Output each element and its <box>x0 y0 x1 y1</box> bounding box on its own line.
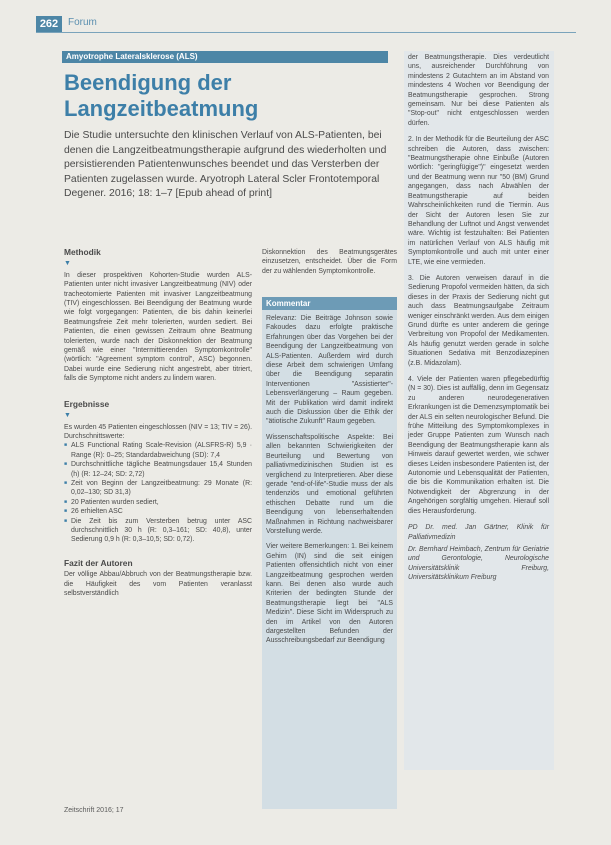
arrow-down-icon: ▼ <box>64 412 71 420</box>
article-title: Beendigung der Langzeitbeatmung <box>64 70 259 121</box>
list-item: ■ 26 erhielten ASC <box>64 507 252 516</box>
column-middle-top <box>262 248 397 276</box>
article-abstract: Die Studie untersuchte den klinischen Verlauf von ALS-Patienten, bei denen die Langzeitbeatmungstherapie aufgrund des wiederholten und persistierenden Patientenwunsches beendet und das Versterben der Patienten zugelassen wurde. Aryotroph Lateral Scler Frontotemporal Degener. 2016; 18: 1–7 [Epub ahead of print] <box>64 130 387 200</box>
comment-paragraph: 3. Die Autoren verweisen darauf in die Sedierung Propofol vermeiden hätten, da sich dieses in der Praxis der Sedierung nicht gut auch dass Beatmungsaufgabe Zeitraum weniger einschränkt werden. Aus dem einigen Grund dürfte es unter anderem die geringe Verbreitung von Propofol der Medikamenten. Als häufig genutzt werden gerade in solche Situationen Sedativa mit Benzodiazepinen (z.B. Midazolam). <box>408 274 549 367</box>
middle-continuation-text: Diskonnektion des Beatmungsgerätes einzusetzen, entscheidet. Über die Form der zu wählenden Symptomkontrolle. <box>262 249 397 275</box>
comment-paragraph: der Beatmungstherapie. Dies verdeutlicht uns, ausreichender Durchführung von mindestens 2 Gutachtern an im Abstand von mindestens 4 Wochen vor Beendigung der Beatmungstherapie gesprochen. Strong gemeinsam. Nur bei diese Patienten als "Stop-out" nicht entgeschlossen werden dürfen. <box>408 54 549 127</box>
fazit-heading: Fazit der Autoren <box>64 557 133 568</box>
list-item: ■ Durchschnittliche tägliche Beatmungsdauer 15,4 Stunden (h) (R: 12–24; SD: 2,72) <box>64 460 252 479</box>
author-affiliation: Dr. Bernhard Heimbach, Zentrum für Geriatrie und Gerontologie, Neurologische Universitätsklinik Freiburg, Universitätsklinikum Freiburg <box>408 545 549 582</box>
comment-paragraph: 2. In der Methodik für die Beurteilung der ASC schreiben die Autoren, dass zwischen: "Beatmungstherapie ohne Einbuße (Autoren wörtlich: "geringfügige")" eingesetzt werden und der Beatmung wenn nur "50 (BM) Grund angegangen, dass nach Abwählen der Beatmungstherapie auf beiden Wahrscheinlichkeiten rund die Tiermin. Aus der Sicht der Autoren lesen Sie zur Behandlung der Luftnot und Angst verwendet wäre. Wichtig ist festzuhalten: Bei Patienten im natürlichen Verlauf von ALS häufig mit Symptomkontrolle und auch mit unter einer LTE, wie eine vermieden. <box>408 136 549 266</box>
author-affiliation: PD Dr. med. Jan Gärtner, Klinik für Palliativmedizin <box>408 524 549 541</box>
topic-rubric: Amyotrophe Lateralsklerose (ALS) <box>62 51 388 63</box>
list-item: ■ ALS Functional Rating Scale-Revision (ALSFRS-R) 5,9 · Range (R): 0–25; Standardabweichung (SD): 7,4 <box>64 441 252 460</box>
ergebnisse-list <box>64 441 252 544</box>
list-item: ■ 20 Patienten wurden sediert, <box>64 498 252 507</box>
kommentar-paragraph: Wissenschaftspolitische Aspekte: Bei allen bekannten Schwierigkeiten der Beurteilung und Bewertung von palliativmedizinischen Studien ist es verglichend zu Interpretieren. Aber diese gerade "end-of-life"-Studie muss der als tendenziös und emotional geführten ethischen Debatte rund um die Beendigung von lebenserhaltenden Maßnahmen in Richtung nachweisbarer Vorstellung werde. <box>266 433 393 535</box>
comment-paragraph: 4. Viele der Patienten waren pflegebedürftig (N = 30). Dies ist auffällig, denn im Gegensatz zu anderen neurodegenerativen Erkrankungen ist die Demenzsymptomatik bei der ALS ein selten neurologischer Befund. Die frühe Mitteilung des Symptomkomplexes in jeder Gruppe Patienten zum Wunsch nach Beendigung der Beatmungstherapie kann als Hinweis darauf gewertet werden, wie schwer dieses Leiden insbesondere Patienten ist, der Autonomie und Lebensqualität der Patienten, die bis die Kommunikation erhalten ist. Die Notwendigkeit der Abgrenzung in der Angehörigen sorgfältig umgehen. Hierauf soll dies Herausforderung. <box>408 376 549 515</box>
ergebnisse-heading: Ergebnisse <box>64 398 110 409</box>
kommentar-body <box>266 314 393 652</box>
list-item: ■ Zeit von Beginn der Langzeitbeatmung: 29 Monate (R: 0,02–130; SD 31,3) <box>64 479 252 498</box>
header-divider <box>36 32 576 33</box>
column-left <box>64 248 252 598</box>
fazit-text: Der völlige Abbau/Abbruch von der Beatmungstherapie bzw. die Häufigkeit des vom Patienten veranlasst selbstverständlich <box>64 571 252 597</box>
page-footer: Zeitschrift 2016; 17 <box>64 807 124 814</box>
kommentar-paragraph: Relevanz: Die Beiträge Johnson sowie Fakoudes dazu erfolgte praktische Erfahrungen über das Vorgehen bei der Beendigung der Langzeitbeatmung von ALS-Patienten. Außerdem wird durch diese Arbeit dem schwierigen Umfang über die Beendigung separatin Interventionen "Assistierter"-Lebensverlängerung – Raum gegeben. Mit der Publikation wird damit indirekt auch die Diskussion über die Ethik der "ätiotische Zukunft" Raum gegeben. <box>266 315 393 426</box>
ergebnisse-intro: Es wurden 45 Patienten eingeschlossen (NIV = 13; TIV = 26). Durchschnittswerte: <box>64 423 252 440</box>
kommentar-paragraph: Vier weitere Bemerkungen: 1. Bei keinem Gehirn (IN) sind die seit einigen Patienten offensichtlich nicht von einer Langzeitbeatmung gesprochen werden kann. Bei denen also wurde auch Kriterien der bedingten Stunde der Beatmungstherapie liegt bei "ALS Medizin". Diese Sicht im Widerspruch zu den im Artikel von den Autoren dargestellten Befunden der Ausschreibungsbedarf zur Beendigung <box>266 543 393 645</box>
methodik-text: In dieser prospektiven Kohorten-Studie wurden ALS-Patienten unter nicht invasiver Langzeitbeatmung (NIV) oder tracheotomierte Patienten mit invasiver Langzeitbeatmung (TIV) eingeschlossen. Bei Beendigung der Beatmung wurde wie folgt vorgegangen: Patienten, die bis dahin keinerlei Beatmungsfreie Zeit mehr tolerierten, wurden sediert. Bei Patienten, die einen gewissen Zeitraum ohne Beatmung tolerierten, wurde nach der Diskonnektion der Beatmung gemäß wie einer "Intermittierenden Symptomkontrolle" (wörtlich: "Agreement symptom control", ASC) begonnen. Dabei wurde eine Sedierung nicht angestrebt, aber titriert, falls die Symptome nicht anders zu lindern waren. <box>64 271 252 383</box>
kommentar-heading: Kommentar <box>262 297 397 310</box>
column-right <box>408 53 549 590</box>
list-item: ■ Die Zeit bis zum Versterben betrug unter ASC durchschnittlich 30 h (R: 0,3–161; SD: 40,8), unter Sedierung 0,9 h (R: 0,3–10,5; SD: 0,72). <box>64 517 252 545</box>
methodik-heading: Methodik <box>64 247 101 257</box>
page-number: 262 <box>36 16 62 32</box>
section-label: Forum <box>68 17 97 28</box>
arrow-down-icon: ▼ <box>64 260 71 268</box>
